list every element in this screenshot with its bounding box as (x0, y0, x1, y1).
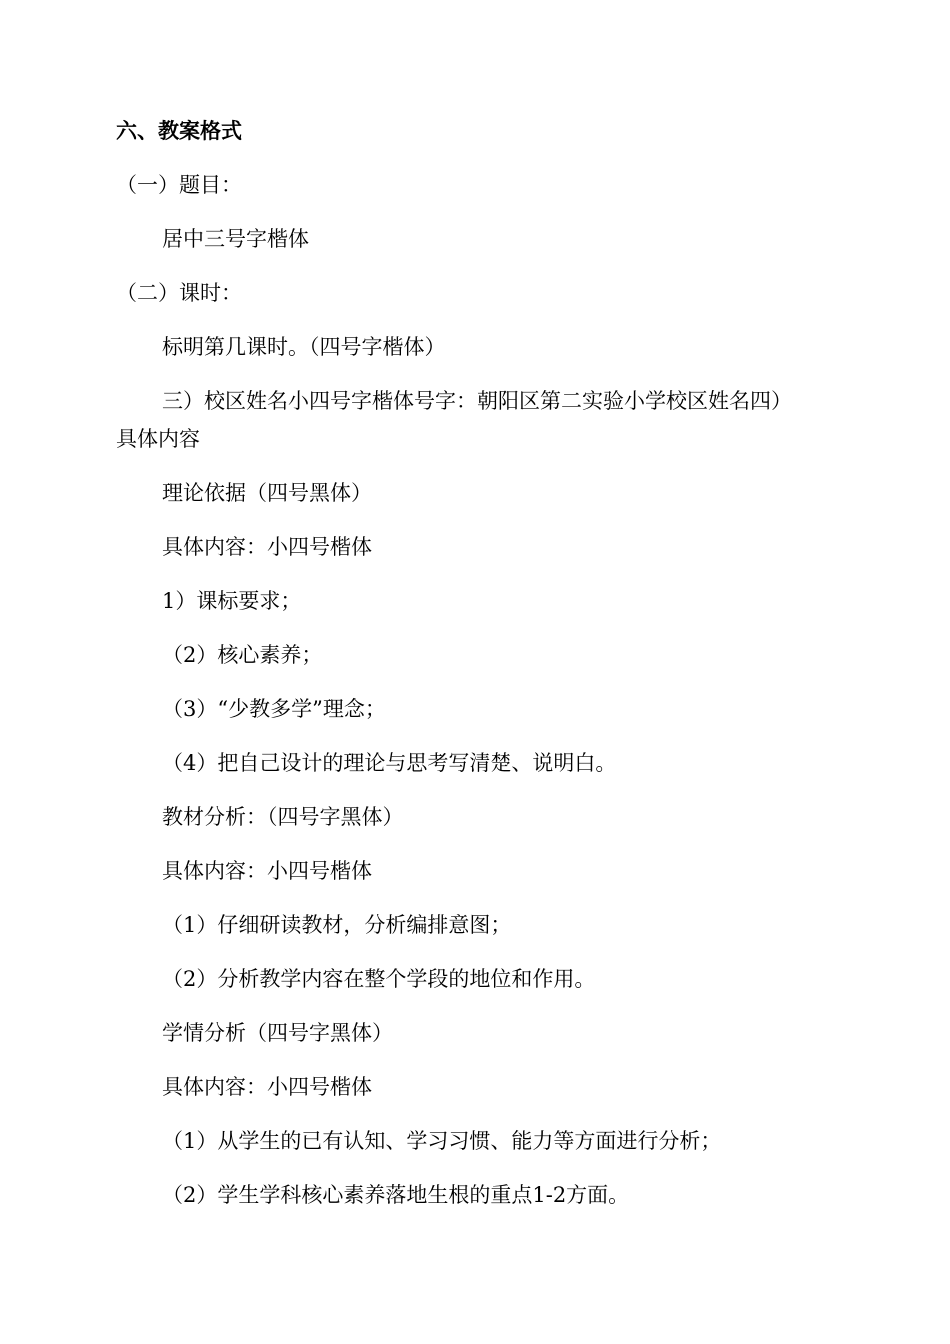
list-item: （4）把自己设计的理论与思考写清楚、说明白。 (162, 751, 617, 775)
paragraph-line: 教材分析：（四号字黑体） (162, 805, 404, 829)
list-item: 1）课标要求； (162, 589, 302, 613)
list-item: （3）“少教多学”理念； (162, 697, 386, 721)
list-item: （2）分析教学内容在整个学段的地位和作用。 (162, 967, 596, 991)
paragraph-line: 具体内容 (116, 427, 200, 451)
list-item: （1）从学生的已有认知、学习习惯、能力等方面进行分析； (162, 1129, 722, 1153)
paragraph-line: 居中三号字楷体 (162, 227, 309, 251)
list-item: （2）核心素养； (162, 643, 323, 667)
list-item: （2）学生学科核心素养落地生根的重点1-2方面。 (162, 1183, 630, 1207)
paragraph-line: 具体内容：小四号楷体 (162, 1075, 372, 1099)
subsection-title-topic: （一）题目： (116, 173, 242, 197)
paragraph-line: 理论依据（四号黑体） (162, 481, 372, 505)
subsection-title-period: （二）课时： (116, 281, 242, 305)
section-heading: 六、教案格式 (116, 118, 242, 143)
paragraph-line: 三）校区姓名小四号字楷体号字：朝阳区第二实验小学校区姓名四） (162, 389, 792, 413)
paragraph-line: 标明第几课时。（四号字楷体） (162, 335, 446, 359)
paragraph-line: 学情分析（四号字黑体） (162, 1021, 393, 1045)
paragraph-line: 具体内容：小四号楷体 (162, 859, 372, 883)
paragraph-line: 具体内容：小四号楷体 (162, 535, 372, 559)
list-item: （1）仔细研读教材，分析编排意图； (162, 913, 512, 937)
